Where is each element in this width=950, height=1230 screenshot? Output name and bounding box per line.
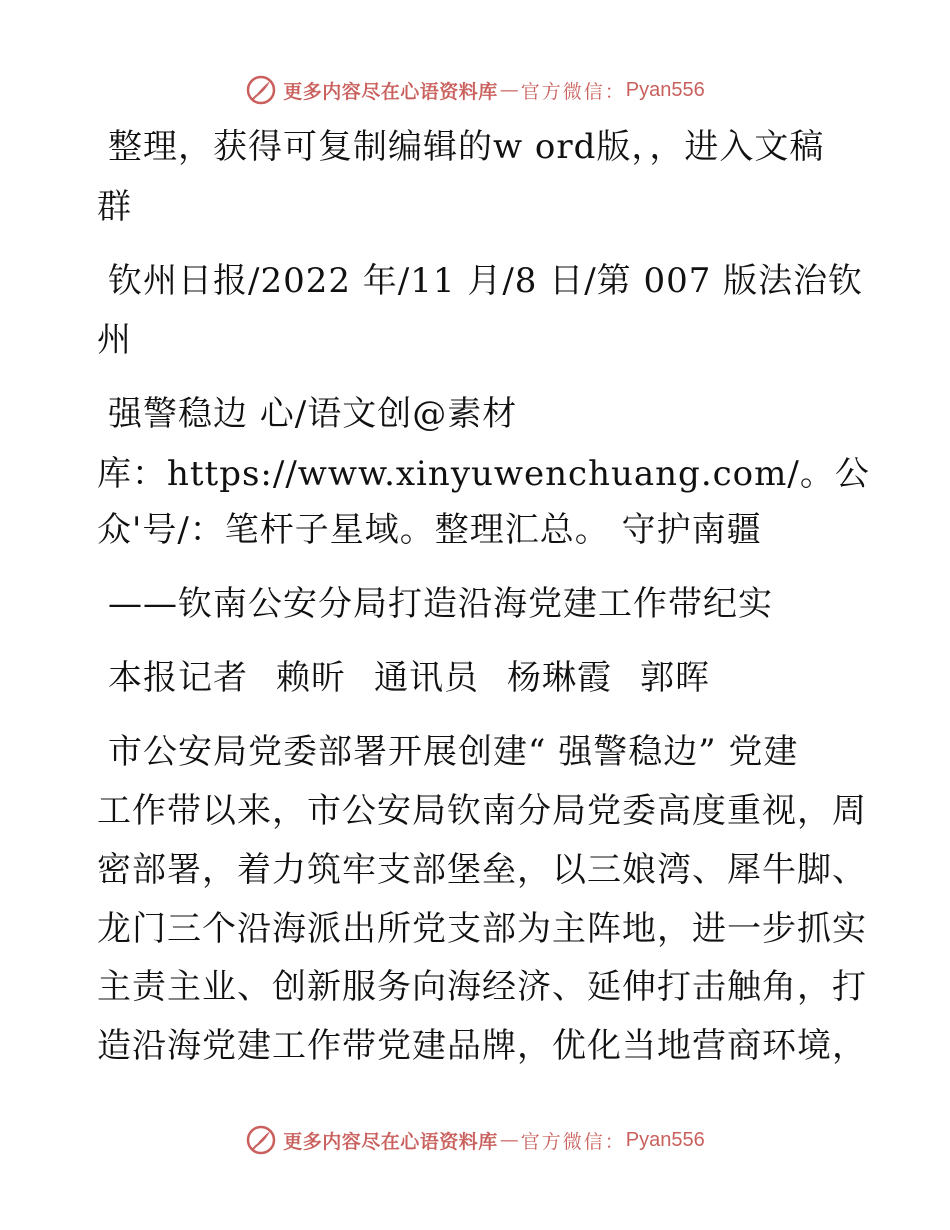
watermark-official-label: 官方微信： [520,80,626,103]
body-line-4: 龙门三个沿海派出所党支部为主阵地，进一步抓实 [97,909,867,949]
watermark-brand: 更多内容尽在心语资料库 [283,1130,498,1153]
doc-line-4: 州 [97,320,132,360]
watermark-separator: — [499,1129,519,1151]
byline-correspondent-label: 通讯员 [374,658,479,698]
body-line-3: 密部署，着力筑牢支部堡垒，以三娘湾、犀牛脚、 [97,850,867,890]
doc-line-6: 库：https://www.xinyuwenchuang.com/。公 [97,454,870,494]
watermark-banner-top [0,70,950,110]
watermark-official-label: 官方微信： [520,1130,626,1153]
doc-line-7: 众'号/：笔杆子星域。整理汇总。 守护南疆 [97,510,762,550]
watermark-wechat-id: Pyan556 [625,78,705,101]
byline-correspondent-2: 郭晖 [640,658,710,698]
watermark-banner-bottom [0,1120,950,1160]
watermark-separator: — [499,79,519,101]
byline [108,658,710,698]
watermark-wechat-id: Pyan556 [625,1128,705,1151]
doc-line-3: 钦州日报/2022 年/11 月/8 日/第 007 版法治钦 [108,261,864,301]
doc-line-1: 整理，获得可复制编辑的w ord版，，进入文稿 [108,127,825,167]
body-line-1: 市公安局党委部署开展创建“ 强警稳边” 党建 [108,732,799,772]
watermark-brand: 更多内容尽在心语资料库 [283,80,498,103]
byline-correspondent-1: 杨琳霞 [507,658,612,698]
body-line-5: 主责主业、创新服务向海经济、延伸打击触角，打 [97,967,867,1007]
doc-line-5: 强警稳边 心/语文创@素材 [108,394,518,434]
body-line-2: 工作带以来，市公安局钦南分局党委高度重视，周 [97,791,867,831]
doc-line-2: 群 [97,187,132,227]
body-line-6: 造沿海党建工作带党建品牌，优化当地营商环境， [97,1026,867,1066]
byline-reporter-label: 本报记者 [108,658,248,698]
byline-reporter: 赖昕 [276,658,346,698]
doc-subtitle: ——钦南公安分局打造沿海党建工作带纪实 [108,584,773,624]
feather-pen-logo-icon [245,1124,277,1156]
feather-pen-logo-icon [245,74,277,106]
